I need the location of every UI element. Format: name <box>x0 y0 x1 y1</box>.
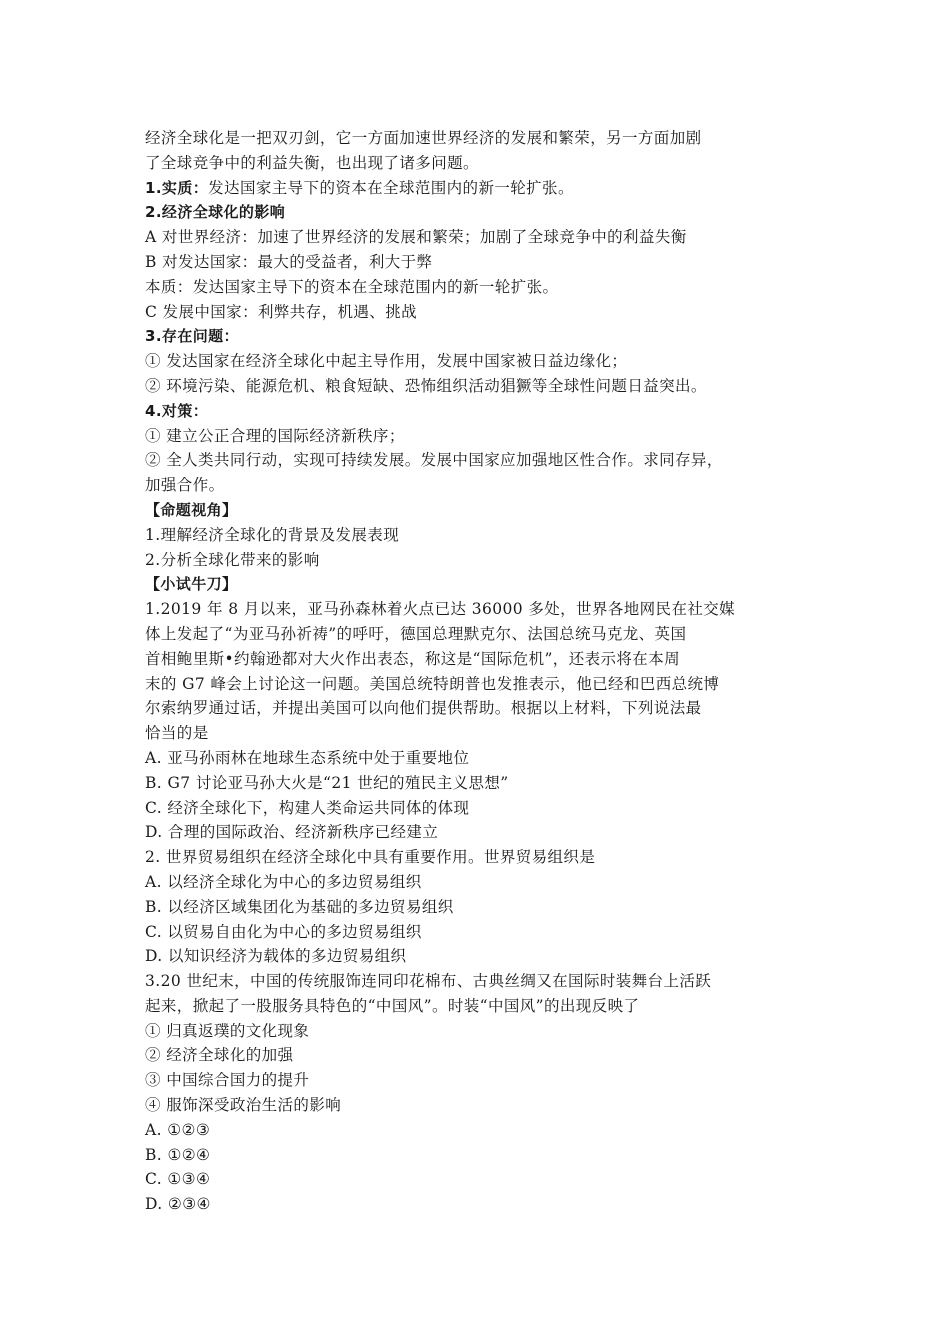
measures-line: ① 建立公正合理的国际经济新秩序； <box>145 426 405 445</box>
document-body <box>145 126 810 1217</box>
perspective-line: 1.理解经济全球化的背景及发展表现 <box>145 525 400 544</box>
question-statement: ② 经济全球化的加强 <box>145 1046 294 1065</box>
question-3 <box>145 969 810 1217</box>
perspective-heading: 【命题视角】 <box>145 500 238 519</box>
impact-line: A 对世界经济：加速了世界经济的发展和繁荣；加剧了全球竞争中的利益失衡 <box>145 228 687 247</box>
question-stem-line: 恰当的是 <box>145 724 209 743</box>
answer-option: D. 以知识经济为载体的多边贸易组织 <box>145 947 407 966</box>
answer-option: A. 以经济全球化为中心的多边贸易组织 <box>145 872 422 891</box>
question-statement: ④ 服饰深受政治生活的影响 <box>145 1096 342 1115</box>
answer-option: B. 以经济区域集团化为基础的多边贸易组织 <box>145 897 454 916</box>
measures-line: ② 全人类共同行动，实现可持续发展。发展中国家应加强地区性合作。求同存异， <box>145 451 723 470</box>
answer-option: C. 经济全球化下，构建人类命运共同体的体现 <box>145 798 470 817</box>
answer-option: D. 合理的国际政治、经济新秩序已经建立 <box>145 823 439 842</box>
essence-paragraph <box>145 176 810 201</box>
practice-heading: 【小试牛刀】 <box>145 575 238 594</box>
intro-line: 经济全球化是一把双刃剑，它一方面加速世界经济的发展和繁荣，另一方面加剧 <box>145 129 702 147</box>
essence-label: 1.实质： <box>145 178 209 197</box>
impact-line: 本质：发达国家主导下的资本在全球范围内的新一轮扩张。 <box>145 277 559 296</box>
question-statement: ① 归真返璞的文化现象 <box>145 1021 310 1040</box>
question-stem-line: 体上发起了“为亚马孙祈祷”的呼吁，德国总理默克尔、法国总统马克龙、英国 <box>145 624 687 643</box>
answer-option: D. ②③④ <box>145 1195 211 1214</box>
answer-option: A. ①②③ <box>145 1120 211 1139</box>
answer-option: C. ①③④ <box>145 1170 211 1189</box>
perspective-line: 2.分析全球化带来的影响 <box>145 550 320 569</box>
problems-line: ② 环境污染、能源危机、粮食短缺、恐怖组织活动猖獗等全球性问题日益突出。 <box>145 376 707 395</box>
question-2 <box>145 845 810 969</box>
answer-option: C. 以贸易自由化为中心的多边贸易组织 <box>145 922 422 941</box>
question-stem-line: 末的 G7 峰会上讨论这一问题。美国总统特朗普也发推表示，他已经和巴西总统博 <box>145 674 720 693</box>
answer-option: A. 亚马孙雨林在地球生态系统中处于重要地位 <box>145 748 470 767</box>
problems-line: ① 发达国家在经济全球化中起主导作用，发展中国家被日益边缘化； <box>145 352 628 371</box>
measures-line: 加强合作。 <box>145 476 225 495</box>
answer-option: B. ①②④ <box>145 1145 211 1164</box>
answer-option: B. G7 讨论亚马孙大火是“21 世纪的殖民主义思想” <box>145 773 509 792</box>
problems-heading: 3.存在问题： <box>145 327 239 346</box>
question-statement: ③ 中国综合国力的提升 <box>145 1071 310 1090</box>
question-stem-line: 起来，掀起了一股服务具特色的“中国风”。时装“中国风”的出现反映了 <box>145 996 640 1015</box>
measures-heading: 4.对策： <box>145 401 209 420</box>
intro-line: 了全球竞争中的利益失衡，也出现了诸多问题。 <box>145 153 479 172</box>
question-stem-line: 2. 世界贸易组织在经济全球化中具有重要作用。世界贸易组织是 <box>145 848 596 867</box>
impact-line: B 对发达国家：最大的受益者，利大于弊 <box>145 252 433 271</box>
impact-heading: 2.经济全球化的影响 <box>145 203 286 222</box>
question-1 <box>145 597 810 845</box>
question-stem-line: 1.2019 年 8 月以来，亚马孙森林着火点已达 36000 多处，世界各地网民在社交媒 <box>145 600 736 619</box>
question-stem-line: 首相鲍里斯•约翰逊都对大火作出表态，称这是“国际危机”，还表示将在本周 <box>145 649 680 668</box>
question-stem-line: 尔索纳罗通过话，并提出美国可以向他们提供帮助。根据以上材料，下列说法最 <box>145 699 702 718</box>
essence-text: 发达国家主导下的资本在全球范围内的新一轮扩张。 <box>208 178 574 197</box>
question-stem-line: 3.20 世纪末，中国的传统服饰连同印花棉布、古典丝绸又在国际时装舞台上活跃 <box>145 972 712 991</box>
impact-line: C 发展中国家：利弊共存，机遇、挑战 <box>145 302 417 321</box>
